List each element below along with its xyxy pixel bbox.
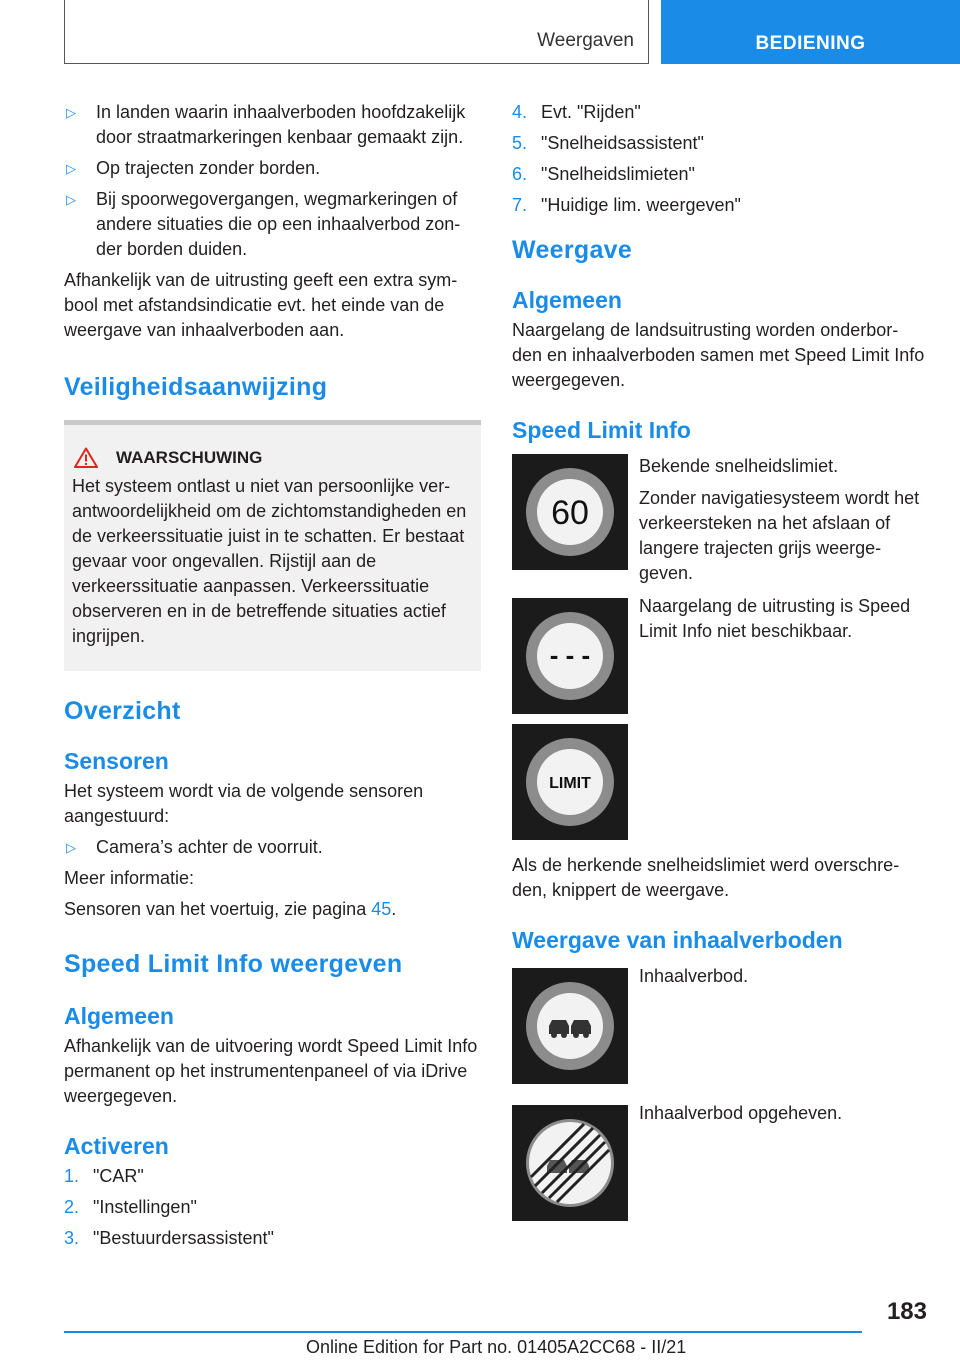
- paragraph: Het systeem wordt via de volgende sensoren aangestuurd:: [64, 781, 424, 826]
- step-item: 2. "Instellingen": [64, 1197, 197, 1217]
- sli-no-nav-text: Zonder navigatiesysteem wordt het verkeersteken na het afslaan of langere trajecten grijs weerge-geven.: [639, 488, 920, 583]
- heading-speed-limit-info: Speed Limit Info: [512, 417, 691, 443]
- step-item: 7. "Huidige lim. weergeven": [512, 195, 741, 215]
- paragraph: Meer informatie:: [64, 868, 195, 888]
- left-column: [64, 100, 481, 1257]
- warning-box: [64, 420, 481, 671]
- speed-limit-unknown-sign-icon: [512, 598, 628, 714]
- sli-row: [512, 454, 928, 586]
- paragraph: Afhankelijk van de uitvoering wordt Speed Limit Info permanent op het instrumentenpaneel of via iDrive weergegeven.: [64, 1036, 478, 1106]
- list-item: ▷ In landen waarin inhaalverboden hoofdzakelijk door straatmarkeringen kenbaar gemaakt zijn.: [64, 100, 481, 150]
- sli-known-text: Bekende snelheidslimiet.: [639, 456, 839, 476]
- paragraph: Als de herkende snelheidslimiet werd overschre-den, knippert de weergave.: [512, 855, 900, 900]
- header-box: [64, 0, 649, 64]
- triangle-bullet-icon: ▷: [66, 192, 76, 207]
- step-item: 6. "Snelheidslimieten": [512, 164, 695, 184]
- right-column: [512, 100, 928, 1221]
- heading-speed-limit-info: Speed Limit Info weergeven: [64, 950, 403, 978]
- overtake-row: [512, 1105, 928, 1221]
- paragraph: Afhankelijk van de uitrusting geeft een extra sym-bool met afstandsindicatie evt. het einde van de weergave van inhaalverboden aan.: [64, 270, 458, 340]
- section-title: Weergaven: [537, 30, 634, 51]
- footer-divider: [64, 1331, 862, 1333]
- heading-safety: Veiligheidsaanwijzing: [64, 373, 328, 401]
- sli-not-available-text: Naargelang de uitrusting is Speed Limit Info niet beschikbaar.: [639, 596, 911, 641]
- heading-overview: Overzicht: [64, 697, 181, 725]
- overtaking-end-text: Inhaalverbod opgeheven.: [639, 1103, 843, 1123]
- step-item: 1. "CAR": [64, 1166, 144, 1186]
- paragraph: Naargelang de landsuitrusting worden onderbor-den en inhaalverboden samen met Speed Limit Info weergegeven.: [512, 320, 925, 390]
- page-number: 183: [886, 1298, 927, 1325]
- end-no-overtaking-sign-icon: [512, 1105, 628, 1221]
- page-link[interactable]: 45: [371, 899, 392, 919]
- step-item: 4. Evt. "Rijden": [512, 102, 641, 122]
- overtaking-text: Inhaalverbod.: [639, 966, 749, 986]
- step-item: 5. "Snelheidsassistent": [512, 133, 704, 153]
- heading-sensors: Sensoren: [64, 748, 169, 774]
- list-item: ▷ Bij spoorwegovergangen, wegmarkeringen of andere situaties die op een inhaalverbod zon-der borden duiden.: [64, 187, 481, 262]
- sli-row: [512, 598, 928, 714]
- heading-overtaking: Weergave van inhaalverboden: [512, 927, 843, 953]
- svg-text:60: 60: [551, 494, 589, 532]
- step-item: 3. "Bestuurdersassistent": [64, 1228, 274, 1248]
- chapter-tab[interactable]: BEDIENING: [661, 0, 960, 64]
- edition-text: Online Edition for Part no. 01405A2CC68 - II/21: [306, 1337, 687, 1357]
- cross-reference: Sensoren van het voertuig, zie pagina 45.: [64, 899, 397, 919]
- heading-general: Algemeen: [512, 287, 622, 313]
- triangle-bullet-icon: ▷: [66, 161, 76, 176]
- svg-text:LIMIT: LIMIT: [549, 775, 591, 792]
- warning-text: Het systeem ontlast u niet van persoonlijke ver-antwoordelijkheid om de zichtomstandigheden en de verkeerssituatie juist in te schatten. Er bestaat gevaar voor ongevallen. Rijstijl aan de verkeerssituatie aanpassen. Verkeerssituatie observeren en in de betreffende situaties actief ingrijpen.: [72, 476, 467, 646]
- warning-icon: [74, 447, 98, 468]
- overtake-row: [512, 968, 928, 1084]
- triangle-bullet-icon: ▷: [66, 105, 76, 120]
- no-overtaking-sign-icon: [512, 968, 628, 1084]
- triangle-bullet-icon: ▷: [66, 840, 76, 855]
- svg-text:- - -: - - -: [549, 640, 591, 670]
- list-item: ▷ Op trajecten zonder borden.: [64, 156, 481, 181]
- heading-activate: Activeren: [64, 1133, 169, 1159]
- heading-display: Weergave: [512, 236, 633, 264]
- speed-limit-60-sign-icon: [512, 454, 628, 570]
- list-item: ▷ Camera’s achter de voorruit.: [64, 835, 481, 860]
- heading-general: Algemeen: [64, 1003, 174, 1029]
- limit-sign-icon: [512, 724, 628, 840]
- warning-title: WAARSCHUWING: [116, 447, 263, 467]
